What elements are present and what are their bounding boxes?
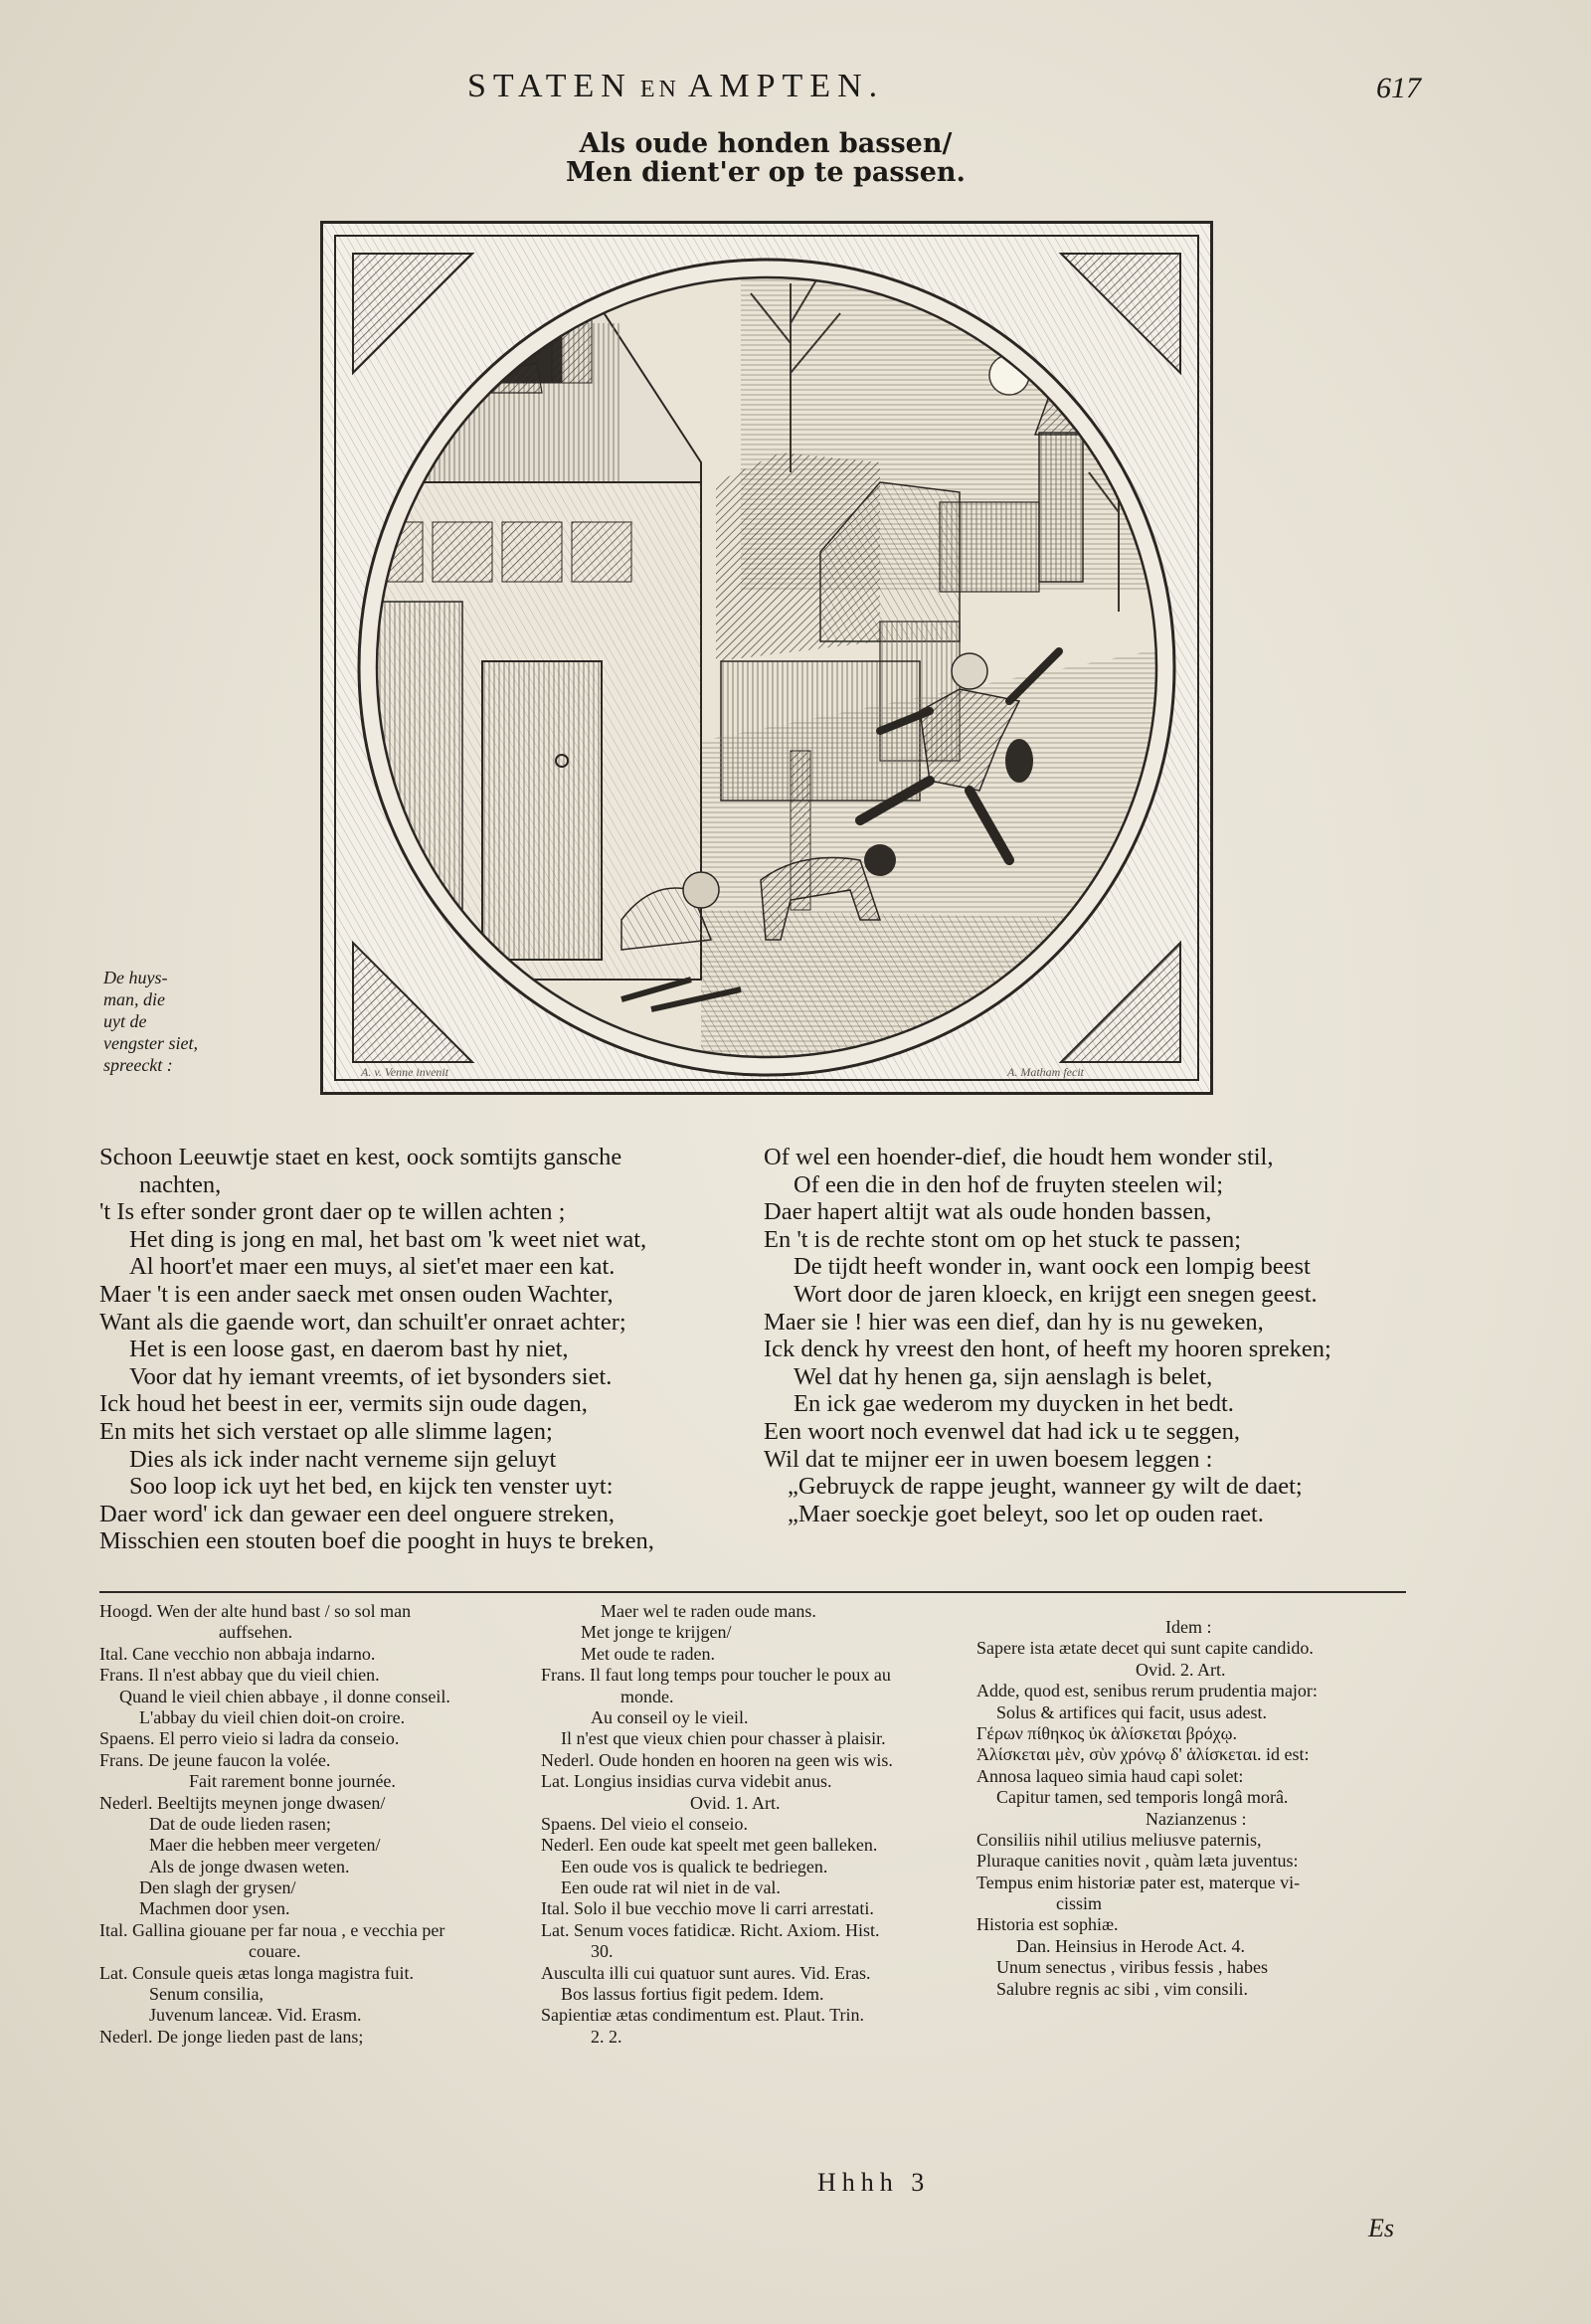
poem-line: De tijdt heeft wonder in, want oock een lompig beest — [794, 1253, 1311, 1281]
proverb-line: Γέρων πίθηκος ὐκ ἁλίσκεται βρόχῳ. — [976, 1722, 1238, 1743]
proverb-line: Ausculta illi cui quatuor sunt aures. Vid. Eras. — [541, 1962, 871, 1983]
proverb-line: Ital. Gallina giouane per far noua , e vecchia per — [99, 1919, 445, 1940]
proverb-line: Unum senectus , viribus fessis , habes — [996, 1957, 1268, 1978]
proverb-line: Tempus enim historiæ pater est, materque vi- — [976, 1872, 1301, 1892]
proverb-line: Sapere ista ætate decet qui sunt capite candido. — [976, 1638, 1314, 1659]
proverb-line: Il n'est que vieux chien pour chasser à plaisir. — [561, 1728, 886, 1749]
proverb-line: 2. 2. — [591, 2026, 622, 2047]
proverb-line: Quand le vieil chien abbaye , il donne conseil. — [119, 1686, 450, 1706]
proverb-line: Nazianzenus : — [1146, 1808, 1247, 1829]
proverb-line: Solus & artifices qui facit, usus adest. — [996, 1701, 1267, 1722]
poem-line: Ick denck hy vreest den hont, of heeft my hooren spreken; — [764, 1336, 1331, 1363]
proverb-line: Maer die hebben meer vergeten/ — [149, 1835, 381, 1856]
proverb-line: Nederl. De jonge lieden past de lans; — [99, 2026, 364, 2047]
marginal-note-line: vengster siet, — [103, 1033, 198, 1053]
poem-line: Een woort noch evenwel dat had ick u te seggen, — [764, 1417, 1240, 1445]
signature-mark: Hhhh 3 — [817, 2168, 931, 2197]
proverb-line: Historia est sophiæ. — [976, 1914, 1119, 1935]
running-title: STATEN EN AMPTEN. — [467, 68, 885, 104]
proverb-line: Ἁλίσκεται μὲν, σὺν χρόνῳ δ' ἁλίσκεται. id est: — [976, 1744, 1310, 1765]
poem-line: En mits het sich verstaet op alle slimme lagen; — [99, 1417, 553, 1445]
proverb-line: Spaens. El perro vieio si ladra da conseio. — [99, 1728, 400, 1749]
proverb-line: Frans. De jeune faucon la volée. — [99, 1749, 331, 1770]
poem-line: Wort door de jaren kloeck, en krijgt een snegen geest. — [794, 1280, 1318, 1308]
marginal-note — [103, 967, 243, 1076]
proverb-line: Als de jonge dwasen weten. — [149, 1856, 350, 1877]
engraving-credit-engraver: A. Matham fecit — [1007, 1065, 1084, 1079]
proverb-line: Sapientiæ ætas condimentum est. Plaut. Trin. — [541, 2005, 865, 2026]
proverb-line: Lat. Longius insidias curva videbit anus. — [541, 1771, 832, 1792]
poem-line: Wil dat te mijner eer in uwen boesem leggen : — [764, 1445, 1213, 1473]
poem-line: Het ding is jong en mal, het bast om 'k weet niet wat, — [129, 1225, 647, 1253]
proverb-line: auffsehen. — [219, 1622, 293, 1643]
engraving-credit-inventor: A. v. Venne invenit — [361, 1065, 449, 1079]
proverb-line: Annosa laqueo simia haud capi solet: — [976, 1765, 1244, 1786]
poem-line: Wel dat hy henen ga, sijn aenslagh is belet, — [794, 1362, 1213, 1390]
proverb-line: Bos lassus fortius figit pedem. Idem. — [561, 1984, 824, 2005]
proverb-line: Capitur tamen, sed temporis longâ morâ. — [996, 1787, 1289, 1808]
poem-line: Want als die gaende wort, dan schuilt'er onraet achter; — [99, 1308, 626, 1336]
proverb-line: Maer wel te raden oude mans. — [601, 1601, 816, 1621]
proverb-line: Met oude te raden. — [581, 1643, 715, 1664]
proverb-line: Nederl. Een oude kat speelt met geen balleken. — [541, 1835, 878, 1856]
proverb-line: Consiliis nihil utilius meliusve paternis, — [976, 1829, 1262, 1850]
poem-line: Al hoort'et maer een muys, al siet'et maer een kat. — [129, 1253, 616, 1281]
proverb-line: Senum consilia, — [149, 1984, 264, 2005]
proverb-line: Een oude vos is qualick te bedriegen. — [561, 1856, 828, 1877]
proverb-line: Met jonge te krijgen/ — [581, 1622, 732, 1643]
engraving-drawing — [323, 224, 1210, 1092]
poem-line: Het is een loose gast, en daerom bast hy niet, — [129, 1336, 569, 1363]
poem-line: Schoon Leeuwtje staet en kest, oock somtijts gansche — [99, 1144, 622, 1170]
proverb-line: Nederl. Oude honden en hooren na geen wis wis. — [541, 1749, 893, 1770]
proverb-line: Dan. Heinsius in Herode Act. 4. — [1016, 1935, 1245, 1956]
poem-line: Dies als ick inder nacht verneme sijn geluyt — [129, 1445, 557, 1473]
proverb-line: Den slagh der grysen/ — [139, 1877, 296, 1898]
marginal-note-line: man, die — [103, 989, 165, 1009]
poem-line: Daer word' ick dan gewaer een deel onguere streken, — [99, 1500, 615, 1527]
proverb-line: Juvenum lanceæ. Vid. Erasm. — [149, 2005, 362, 2026]
poem-line: Daer hapert altijt wat als oude honden bassen, — [764, 1198, 1212, 1226]
proverb-line: Nederl. Beeltijts meynen jonge dwasen/ — [99, 1792, 386, 1813]
proverb-line: 30. — [591, 1941, 614, 1962]
proverb-line: couare. — [249, 1941, 301, 1962]
proverb-line: Lat. Consule queis ætas longa magistra fuit. — [99, 1962, 414, 1983]
poem-line: Maer 't is een ander saeck met onsen ouden Wachter, — [99, 1280, 614, 1308]
poem-line: Soo loop ick uyt het bed, en kijck ten venster uyt: — [129, 1473, 614, 1501]
section-divider — [99, 1591, 1406, 1593]
proverb-line: Idem : — [1165, 1617, 1212, 1637]
proverb-line: Frans. Il faut long temps pour toucher le poux au — [541, 1665, 891, 1686]
proverb-line: monde. — [620, 1686, 674, 1706]
poem-line: En ick gae wederom my duycken in het bedt. — [794, 1390, 1234, 1418]
proverb-line: Dat de oude lieden rasen; — [149, 1813, 331, 1834]
proverb-line: Ovid. 2. Art. — [1136, 1659, 1226, 1680]
proverb-line: Hoogd. Wen der alte hund bast / so sol man — [99, 1601, 412, 1621]
marginal-note-line: spreeckt : — [103, 1055, 173, 1075]
proverbs-column-2 — [541, 1601, 893, 2048]
poem-line: Ick houd het beest in eer, vermits sijn oude dagen, — [99, 1390, 588, 1418]
motto-line-1: Als oude honden bassen/ — [579, 128, 953, 159]
proverb-line: Ital. Solo il bue vecchio move li carri arrestati. — [541, 1898, 874, 1919]
poem-line: Misschien een stouten boef die pooght in huys te breken, — [99, 1527, 654, 1555]
proverb-line: cissim — [1056, 1893, 1103, 1914]
proverb-line: Machmen door ysen. — [139, 1898, 290, 1919]
poem-line: Of een die in den hof de fruyten steelen wil; — [794, 1170, 1224, 1198]
proverbs-column-1 — [99, 1601, 450, 2048]
engraving-illustration — [320, 221, 1213, 1095]
proverb-line: Pluraque canities novit , quàm læta juventus: — [976, 1851, 1299, 1872]
proverb-line: Ovid. 1. Art. — [690, 1792, 781, 1813]
catchword: Es — [1368, 2214, 1394, 2242]
poem-line: Maer sie ! hier was een dief, dan hy is nu geweken, — [764, 1308, 1264, 1336]
proverb-line: Lat. Senum voces fatidicæ. Richt. Axiom. Hist. — [541, 1919, 880, 1940]
proverb-line: Fait rarement bonne journée. — [189, 1771, 396, 1792]
proverb-line: Frans. Il n'est abbay que du vieil chien. — [99, 1665, 380, 1686]
proverb-line: Salubre regnis ac sibi , vim consili. — [996, 1978, 1248, 1999]
marginal-note-line: De huys- — [103, 968, 168, 987]
proverb-line: Ital. Cane vecchio non abbaja indarno. — [99, 1643, 376, 1664]
poem-line: Voor dat hy iemant vreemts, of iet bysonders siet. — [129, 1362, 613, 1390]
proverb-line: L'abbay du vieil chien doit-on croire. — [139, 1706, 406, 1727]
poem-line: En 't is de rechte stont om op het stuck te passen; — [764, 1225, 1242, 1253]
proverbs-column-3 — [976, 1617, 1318, 2000]
poem-right-column — [764, 1144, 1331, 1527]
poem-line: nachten, — [139, 1170, 222, 1198]
motto-line-2: Men dient'er op te passen. — [566, 157, 966, 188]
poem-left-column — [99, 1144, 654, 1555]
marginal-note-line: uyt de — [103, 1011, 147, 1031]
poem-line: „Gebruyck de rappe jeught, wanneer gy wilt de daet; — [788, 1473, 1303, 1501]
poem-line: „Maer soeckje goet beleyt, soo let op ouden raet. — [788, 1500, 1264, 1527]
page-number: 617 — [1376, 72, 1421, 104]
proverb-line: Au conseil oy le vieil. — [591, 1706, 749, 1727]
proverb-line: Een oude rat wil niet in de val. — [561, 1877, 781, 1898]
proverb-line: Adde, quod est, senibus rerum prudentia major: — [976, 1681, 1318, 1701]
proverb-line: Spaens. Del vieio el conseio. — [541, 1813, 748, 1834]
poem-line: Of wel een hoender-dief, die houdt hem wonder stil, — [764, 1144, 1274, 1170]
poem-line: 't Is efter sonder gront daer op te willen achten ; — [99, 1198, 566, 1226]
